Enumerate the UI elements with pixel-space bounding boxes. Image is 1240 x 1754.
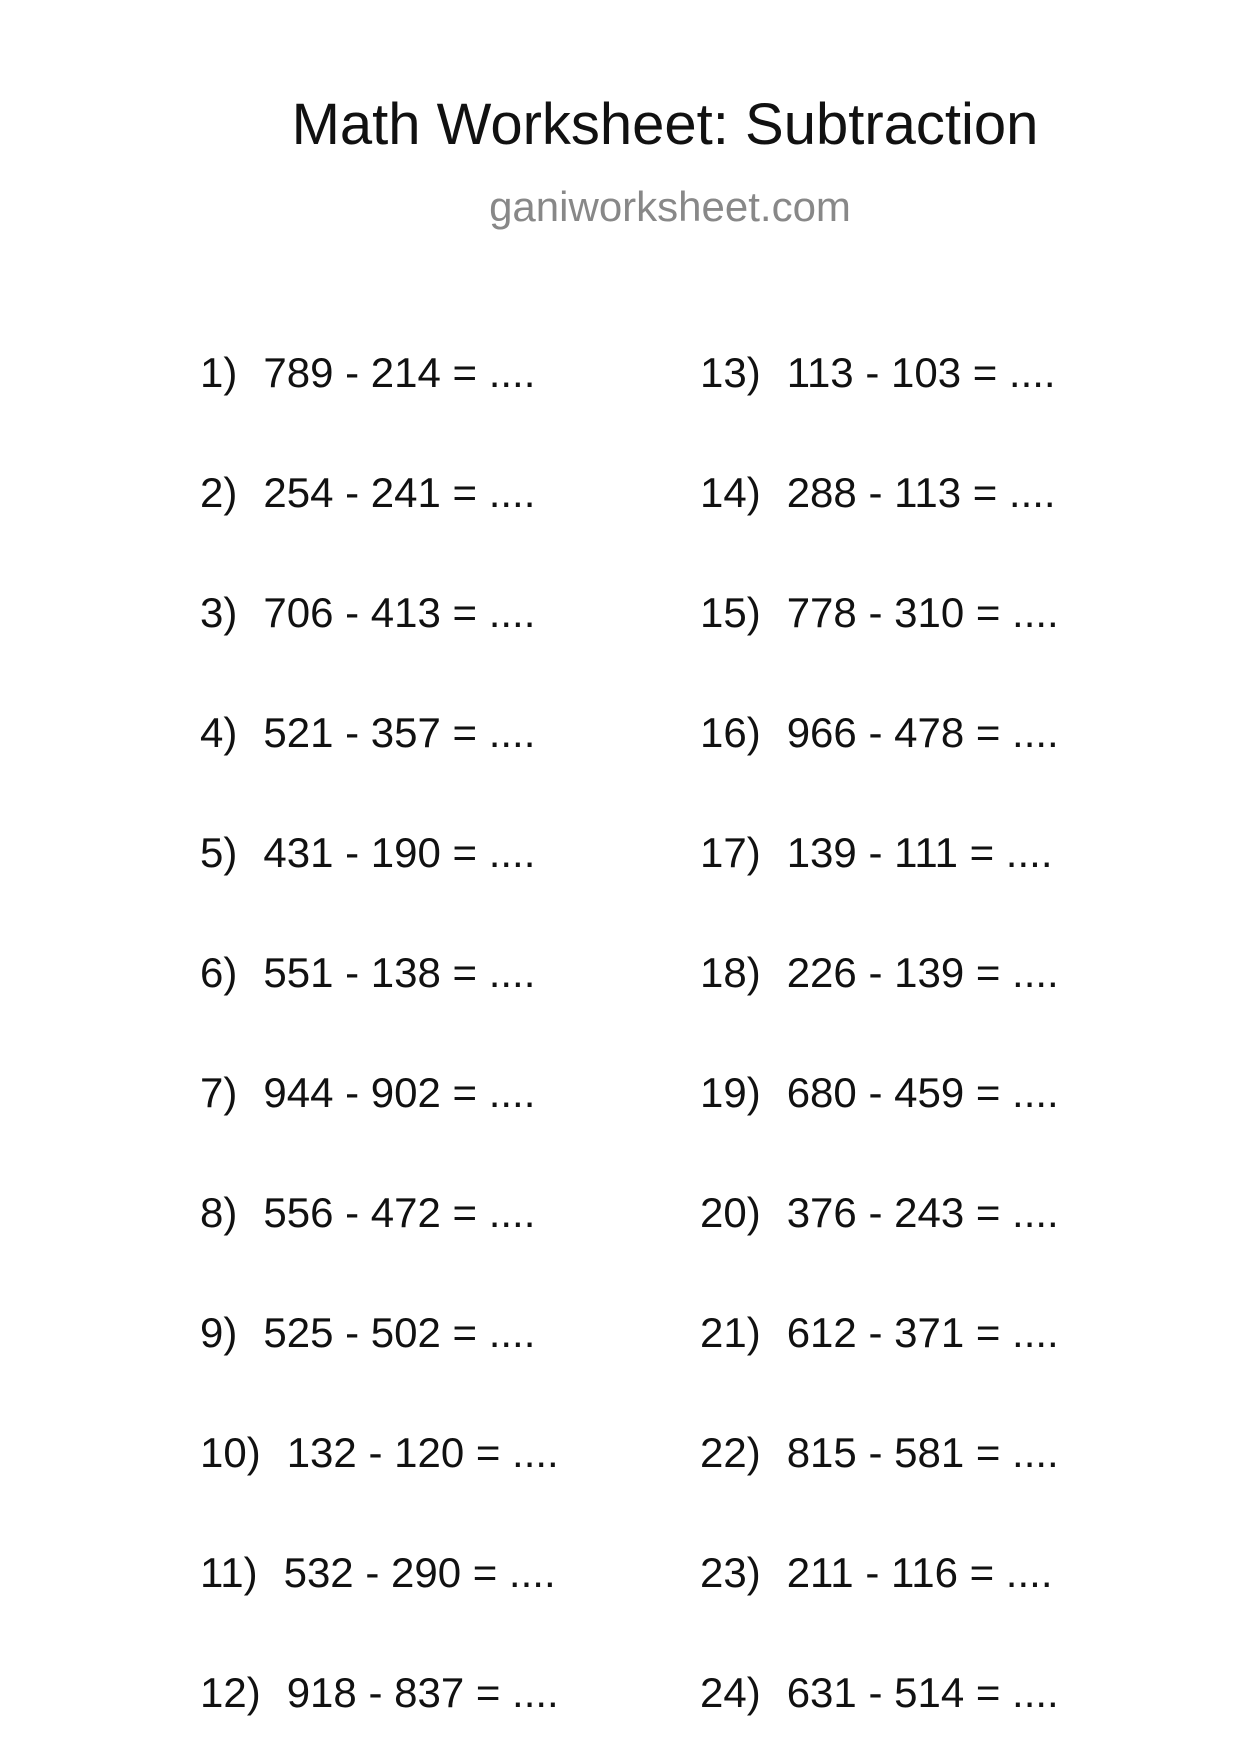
problem-number: 6)	[200, 949, 238, 996]
problem-expression: 966 - 478 = ....	[786, 709, 1059, 756]
problem-expression: 254 - 241 = ....	[263, 469, 536, 516]
problem-number: 8)	[200, 1189, 238, 1236]
problem-12	[200, 1669, 559, 1716]
problem-number: 2)	[200, 469, 238, 516]
problem-number: 7)	[200, 1069, 238, 1116]
problem-number: 13)	[700, 349, 761, 396]
problem-number: 21)	[700, 1309, 761, 1356]
problem-expression: 376 - 243 = ....	[786, 1189, 1059, 1236]
problem-number: 20)	[700, 1189, 761, 1236]
problem-expression: 521 - 357 = ....	[263, 709, 536, 756]
problem-number: 18)	[700, 949, 761, 996]
problem-expression: 706 - 413 = ....	[263, 589, 536, 636]
problem-expression: 556 - 472 = ....	[263, 1189, 536, 1236]
problem-number: 17)	[700, 829, 761, 876]
problem-number: 3)	[200, 589, 238, 636]
problem-number: 10)	[200, 1429, 261, 1476]
problem-5	[200, 829, 536, 876]
problem-expression: 944 - 902 = ....	[263, 1069, 536, 1116]
problem-24	[700, 1669, 1059, 1716]
problem-13	[700, 349, 1056, 396]
problem-expression: 612 - 371 = ....	[786, 1309, 1059, 1356]
problem-number: 5)	[200, 829, 238, 876]
problem-number: 9)	[200, 1309, 238, 1356]
problem-number: 23)	[700, 1549, 761, 1596]
problem-number: 16)	[700, 709, 761, 756]
problem-expression: 815 - 581 = ....	[786, 1429, 1059, 1476]
worksheet-source: ganiworksheet.com	[489, 183, 851, 230]
problem-expression: 680 - 459 = ....	[786, 1069, 1059, 1116]
problem-number: 15)	[700, 589, 761, 636]
problem-11	[200, 1549, 556, 1596]
problem-4	[200, 709, 536, 756]
problem-expression: 288 - 113 = ....	[786, 469, 1056, 516]
problem-17	[700, 829, 1053, 876]
problem-10	[200, 1429, 559, 1476]
problem-expression: 211 - 116 = ....	[786, 1549, 1053, 1596]
problem-number: 1)	[200, 349, 238, 396]
problem-expression: 139 - 111 = ....	[786, 829, 1053, 876]
problem-19	[700, 1069, 1059, 1116]
problem-3	[200, 589, 536, 636]
problem-expression: 431 - 190 = ....	[263, 829, 536, 876]
problem-expression: 113 - 103 = ....	[786, 349, 1056, 396]
problem-expression: 918 - 837 = ....	[286, 1669, 559, 1716]
problem-1	[200, 349, 536, 396]
problem-expression: 532 - 290 = ....	[283, 1549, 556, 1596]
problem-20	[700, 1189, 1059, 1236]
problem-number: 12)	[200, 1669, 261, 1716]
worksheet-title: Math Worksheet: Subtraction	[291, 92, 1039, 157]
problem-expression: 631 - 514 = ....	[786, 1669, 1059, 1716]
problem-expression: 551 - 138 = ....	[263, 949, 536, 996]
problem-9	[200, 1309, 536, 1356]
problem-number: 19)	[700, 1069, 761, 1116]
problem-number: 24)	[700, 1669, 761, 1716]
problem-6	[200, 949, 536, 996]
problem-expression: 525 - 502 = ....	[263, 1309, 536, 1356]
problem-number: 22)	[700, 1429, 761, 1476]
problem-16	[700, 709, 1059, 756]
problem-14	[700, 469, 1056, 516]
problem-8	[200, 1189, 536, 1236]
problem-21	[700, 1309, 1059, 1356]
problem-22	[700, 1429, 1059, 1476]
problem-15	[700, 589, 1059, 636]
problem-number: 14)	[700, 469, 761, 516]
problem-expression: 778 - 310 = ....	[786, 589, 1059, 636]
problem-7	[200, 1069, 536, 1116]
problem-expression: 226 - 139 = ....	[786, 949, 1059, 996]
problem-number: 11)	[200, 1549, 258, 1596]
problem-expression: 789 - 214 = ....	[263, 349, 536, 396]
problem-18	[700, 949, 1059, 996]
problem-2	[200, 469, 536, 516]
problem-expression: 132 - 120 = ....	[286, 1429, 559, 1476]
problem-number: 4)	[200, 709, 238, 756]
problem-list	[200, 349, 1100, 1732]
problem-23	[700, 1549, 1053, 1596]
